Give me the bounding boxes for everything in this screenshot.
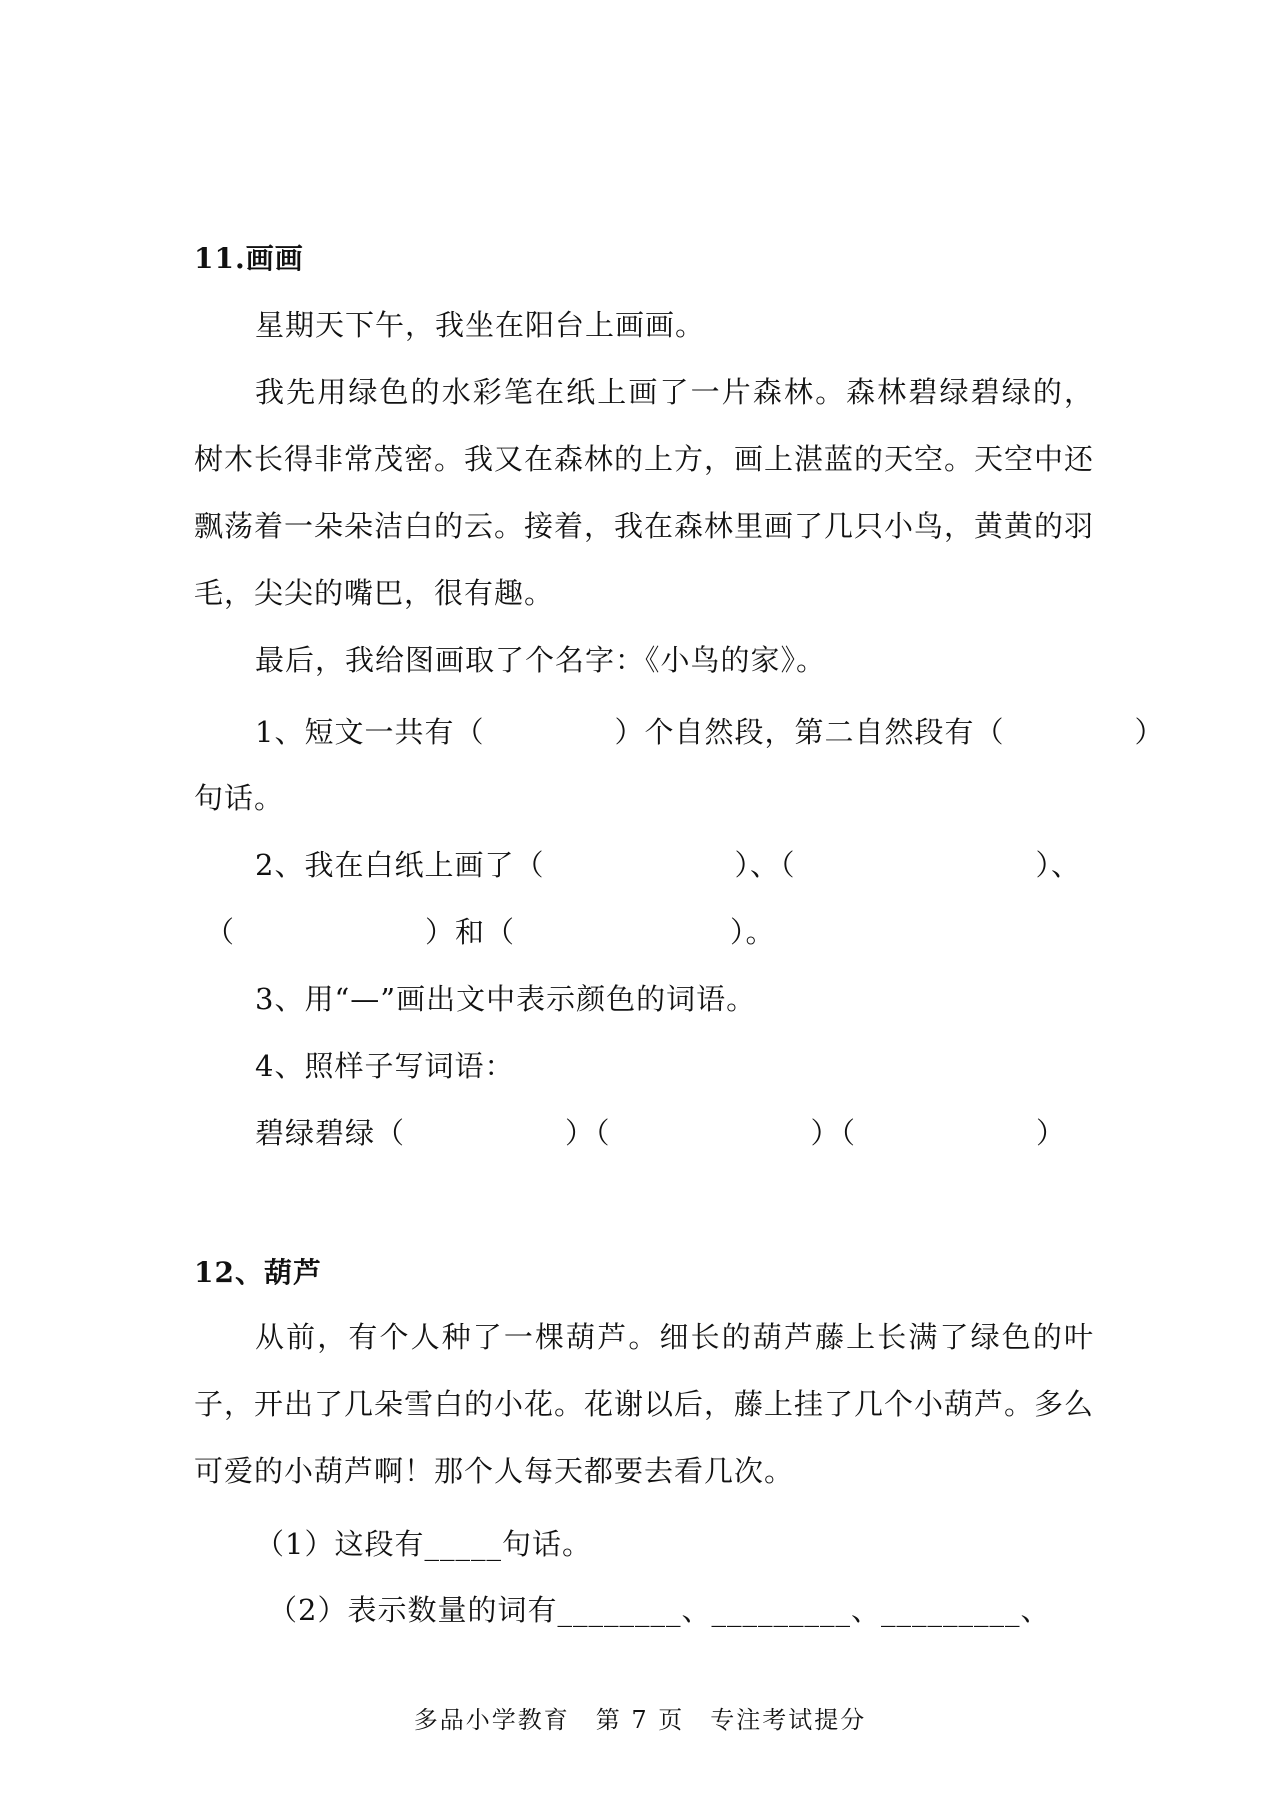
- question-2-text-e: ）和（: [425, 915, 516, 949]
- section-12-question-2: （2）表示数量的词有________、_________、_________、: [268, 1593, 1051, 1627]
- section-11-paragraph-2: 我先用绿色的水彩笔在纸上画了一片森林。森林碧绿碧绿的，树木长得非常茂密。我又在森林的上方，画上湛蓝的天空。天空中还飘荡着一朵朵洁白的云。接着，我在森林里画了几只小鸟，黄黄的羽毛，尖尖的嘴巴，很有趣。: [194, 375, 1095, 610]
- question-2-text-a: 2、我在白纸上画了（: [255, 848, 545, 882]
- question-1-text-b: ）个自然段，第二自然段有（: [614, 715, 1005, 749]
- question-4-text-b: ）（: [565, 1116, 611, 1150]
- question-3-line: 3、用“—”画出文中表示颜色的词语。: [255, 982, 757, 1016]
- question-2-text-f: ）。: [730, 915, 776, 949]
- section-12-title: 12、葫芦: [194, 1256, 322, 1289]
- question-2-text-d: （: [205, 915, 236, 949]
- question-2-line-2: [205, 910, 776, 951]
- question-1-line: [255, 710, 1164, 751]
- section-11-paragraph-3: 最后，我给图画取了个名字：《小鸟的家》。: [255, 643, 827, 677]
- question-1-text-a: 1、短文一共有（: [255, 715, 485, 749]
- question-1-text-c: ）: [1134, 715, 1165, 749]
- question-4-line: [255, 1111, 1066, 1152]
- section-12-question-1: （1）这段有_____句话。: [255, 1527, 592, 1561]
- question-4-label: 4、照样子写词语：: [255, 1049, 515, 1083]
- question-4-text-d: ）: [1036, 1116, 1067, 1150]
- section-11-title: 11.画画: [194, 242, 304, 275]
- section-12-paragraph-1: 从前，有个人种了一棵葫芦。细长的葫芦藤上长满了绿色的叶子，开出了几朵雪白的小花。花谢以后，藤上挂了几个小葫芦。多么可爱的小葫芦啊！那个人每天都要去看几次。: [194, 1320, 1095, 1488]
- question-2-text-c: ）、: [1035, 848, 1081, 882]
- page-footer: 多品小学教育 第 7 页 专注考试提分: [413, 1706, 867, 1734]
- question-2-text-b: ）、（: [734, 848, 796, 882]
- question-4-text-c: ）（: [810, 1116, 857, 1150]
- question-1-line-2: 句话。: [194, 781, 285, 815]
- section-11-paragraph-1: 星期天下午，我坐在阳台上画画。: [255, 308, 706, 342]
- question-4-text-a: 碧绿碧绿（: [255, 1116, 406, 1150]
- question-2-line: [255, 843, 1081, 884]
